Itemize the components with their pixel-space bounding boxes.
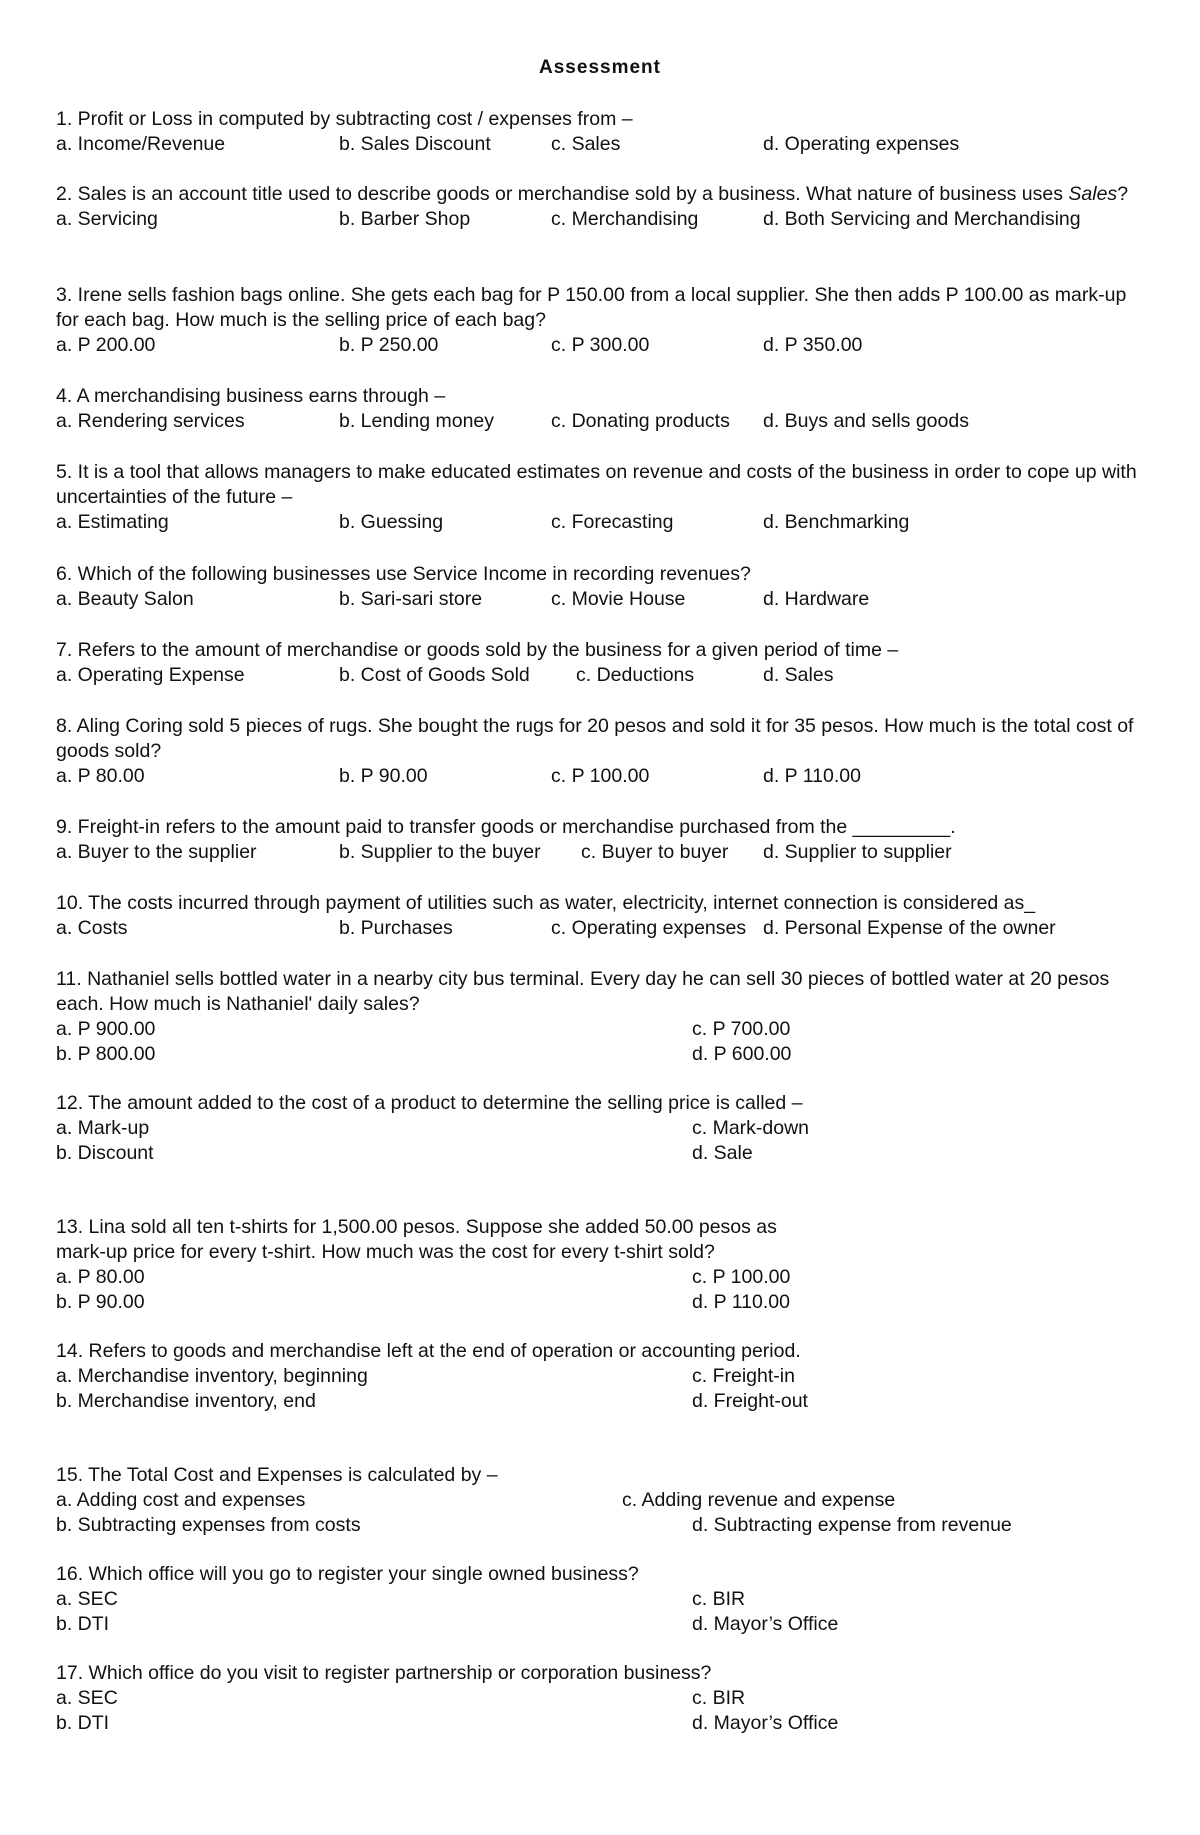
options-row xyxy=(56,916,1146,941)
option-a: a. Income/Revenue xyxy=(56,133,226,155)
option-c: c. Operating expenses xyxy=(551,917,747,939)
question-stem: 8. Aling Coring sold 5 pieces of rugs. She bought the rugs for 20 pesos and sold it for 35 pesos. How much is the total cost of goods sold? xyxy=(56,715,1134,762)
option-c: c. BIR xyxy=(692,1588,746,1610)
option-d: d. P 600.00 xyxy=(692,1043,792,1065)
option-c: c. Donating products xyxy=(551,410,730,432)
question-16 xyxy=(56,1562,1146,1637)
option-b: b. Discount xyxy=(56,1142,154,1164)
question-6 xyxy=(56,562,1146,612)
option-c: c. P 300.00 xyxy=(551,334,650,356)
question-stem: 1. Profit or Loss in computed by subtracting cost / expenses from – xyxy=(56,108,633,130)
option-c: c. Deductions xyxy=(576,664,695,686)
question-stem: 10. The costs incurred through payment of utilities such as water, electricity, internet connection is considered as_ xyxy=(56,892,1036,914)
options-row xyxy=(56,1711,1146,1736)
option-b: b. DTI xyxy=(56,1613,110,1635)
options-row xyxy=(56,510,1146,535)
options-row xyxy=(56,764,1146,789)
option-c: c. Freight-in xyxy=(692,1365,795,1387)
option-a: a. Beauty Salon xyxy=(56,588,194,610)
option-a: a. Adding cost and expenses xyxy=(56,1489,306,1511)
option-c: c. P 700.00 xyxy=(692,1018,791,1040)
option-b: b. Lending money xyxy=(339,410,495,432)
option-b: b. Sales Discount xyxy=(339,133,491,155)
option-a: a. Rendering services xyxy=(56,410,245,432)
options-row xyxy=(56,1042,1146,1067)
option-a: a. P 900.00 xyxy=(56,1018,156,1040)
question-stem: 12. The amount added to the cost of a product to determine the selling price is called – xyxy=(56,1092,803,1114)
question-stem: 5. It is a tool that allows managers to make educated estimates on revenue and costs of the business in order to cope up with uncertainties of the future – xyxy=(56,461,1137,508)
option-d: d. Hardware xyxy=(763,588,870,610)
option-c: c. Movie House xyxy=(551,588,686,610)
option-a: a. Estimating xyxy=(56,511,169,533)
option-a: a. Mark-up xyxy=(56,1117,150,1139)
option-c: c. Forecasting xyxy=(551,511,674,533)
options-row xyxy=(56,409,1146,434)
page-title: Assessment xyxy=(539,57,661,78)
italic-term: Sales xyxy=(1068,183,1118,205)
question-3 xyxy=(56,283,1146,358)
option-d: d. Both Servicing and Merchandising xyxy=(763,208,1081,230)
option-a: a. SEC xyxy=(56,1687,118,1709)
options-row xyxy=(56,1513,1146,1538)
options-row xyxy=(56,1017,1146,1042)
option-b: b. Barber Shop xyxy=(339,208,471,230)
option-c: c. Sales xyxy=(551,133,621,155)
option-b: b. P 250.00 xyxy=(339,334,439,356)
question-2 xyxy=(56,182,1146,232)
question-stem: 2. Sales is an account title used to describe goods or merchandise sold by a business. What nature of business uses Sales? xyxy=(56,183,1129,205)
option-b: b. Sari-sari store xyxy=(339,588,483,610)
options-row xyxy=(56,1265,1146,1290)
option-b: b. Subtracting expenses from costs xyxy=(56,1514,361,1536)
option-d: d. Mayor’s Office xyxy=(692,1613,839,1635)
option-d: d. P 350.00 xyxy=(763,334,863,356)
option-d: d. Freight-out xyxy=(692,1390,808,1412)
question-stem: 11. Nathaniel sells bottled water in a nearby city bus terminal. Every day he can sell 30 pieces of bottled water at 20 pesos each. How much is Nathaniel' daily sales? xyxy=(56,968,1110,1015)
options-row xyxy=(56,840,1146,865)
option-b: b. P 800.00 xyxy=(56,1043,156,1065)
option-a: a. Operating Expense xyxy=(56,664,245,686)
question-stem: 4. A merchandising business earns through – xyxy=(56,385,446,407)
option-a: a. Servicing xyxy=(56,208,158,230)
options-row xyxy=(56,1389,1146,1414)
option-b: b. P 90.00 xyxy=(56,1291,145,1313)
options-row xyxy=(56,1587,1146,1612)
option-b: b. Merchandise inventory, end xyxy=(56,1390,316,1412)
option-d: d. Buys and sells goods xyxy=(763,410,969,432)
option-c: c. Merchandising xyxy=(551,208,699,230)
question-stem: 7. Refers to the amount of merchandise or goods sold by the business for a given period of time – xyxy=(56,639,899,661)
options-row xyxy=(56,587,1146,612)
question-4 xyxy=(56,384,1146,434)
options-row xyxy=(56,663,1146,688)
question-17 xyxy=(56,1661,1146,1736)
option-c: c. BIR xyxy=(692,1687,746,1709)
option-c: c. Mark-down xyxy=(692,1117,810,1139)
question-1 xyxy=(56,107,1146,157)
option-d: d. Operating expenses xyxy=(763,133,960,155)
option-b: b. Cost of Goods Sold xyxy=(339,664,530,686)
options-row xyxy=(56,1364,1146,1389)
options-row xyxy=(56,1686,1146,1711)
option-a: a. SEC xyxy=(56,1588,118,1610)
question-11 xyxy=(56,967,1146,1067)
options-row xyxy=(56,132,1146,157)
option-a: a. P 200.00 xyxy=(56,334,156,356)
question-stem: 15. The Total Cost and Expenses is calculated by – xyxy=(56,1464,498,1486)
option-c: c. Buyer to buyer xyxy=(581,841,729,863)
option-b: b. Guessing xyxy=(339,511,444,533)
options-row xyxy=(56,1290,1146,1315)
option-a: a. P 80.00 xyxy=(56,1266,145,1288)
question-14 xyxy=(56,1339,1146,1414)
question-stem: 13. Lina sold all ten t-shirts for 1,500.00 pesos. Suppose she added 50.00 pesos as mark-up price for every t-shirt. How much was the cost for every t-shirt sold? xyxy=(56,1216,777,1263)
option-d: d. Sale xyxy=(692,1142,753,1164)
option-a: a. Buyer to the supplier xyxy=(56,841,257,863)
option-d: d. P 110.00 xyxy=(763,765,861,787)
question-13 xyxy=(56,1215,1146,1315)
options-row xyxy=(56,1116,1146,1141)
option-a: a. Merchandise inventory, beginning xyxy=(56,1365,368,1387)
question-7 xyxy=(56,638,1146,688)
option-b: b. Purchases xyxy=(339,917,453,939)
question-stem: 9. Freight-in refers to the amount paid to transfer goods or merchandise purchased from the _________. xyxy=(56,816,956,838)
option-d: d. Sales xyxy=(763,664,834,686)
option-a: a. Costs xyxy=(56,917,128,939)
options-row xyxy=(56,1612,1146,1637)
option-d: d. Personal Expense of the owner xyxy=(763,917,1056,939)
option-c: c. Adding revenue and expense xyxy=(622,1489,896,1511)
options-row xyxy=(56,1488,1146,1513)
question-stem: 17. Which office do you visit to register partnership or corporation business? xyxy=(56,1662,712,1684)
question-12 xyxy=(56,1091,1146,1166)
question-5 xyxy=(56,460,1146,535)
option-b: b. DTI xyxy=(56,1712,110,1734)
option-d: d. P 110.00 xyxy=(692,1291,790,1313)
question-stem: 16. Which office will you go to register your single owned business? xyxy=(56,1563,639,1585)
option-d: d. Benchmarking xyxy=(763,511,910,533)
question-stem: 6. Which of the following businesses use Service Income in recording revenues? xyxy=(56,563,751,585)
option-d: d. Subtracting expense from revenue xyxy=(692,1514,1012,1536)
question-stem: 14. Refers to goods and merchandise left at the end of operation or accounting period. xyxy=(56,1340,801,1362)
option-c: c. P 100.00 xyxy=(551,765,650,787)
question-15 xyxy=(56,1463,1146,1538)
question-9 xyxy=(56,815,1146,865)
option-b: b. Supplier to the buyer xyxy=(339,841,541,863)
question-10 xyxy=(56,891,1146,941)
question-8 xyxy=(56,714,1146,789)
question-stem: 3. Irene sells fashion bags online. She gets each bag for P 150.00 from a local supplier. She then adds P 100.00 as mark-up for each bag. How much is the selling price of each bag? xyxy=(56,284,1127,331)
option-c: c. P 100.00 xyxy=(692,1266,791,1288)
option-b: b. P 90.00 xyxy=(339,765,428,787)
options-row xyxy=(56,1141,1146,1166)
option-d: d. Supplier to supplier xyxy=(763,841,952,863)
options-row xyxy=(56,333,1146,358)
options-row xyxy=(56,207,1146,232)
option-d: d. Mayor’s Office xyxy=(692,1712,839,1734)
option-a: a. P 80.00 xyxy=(56,765,145,787)
